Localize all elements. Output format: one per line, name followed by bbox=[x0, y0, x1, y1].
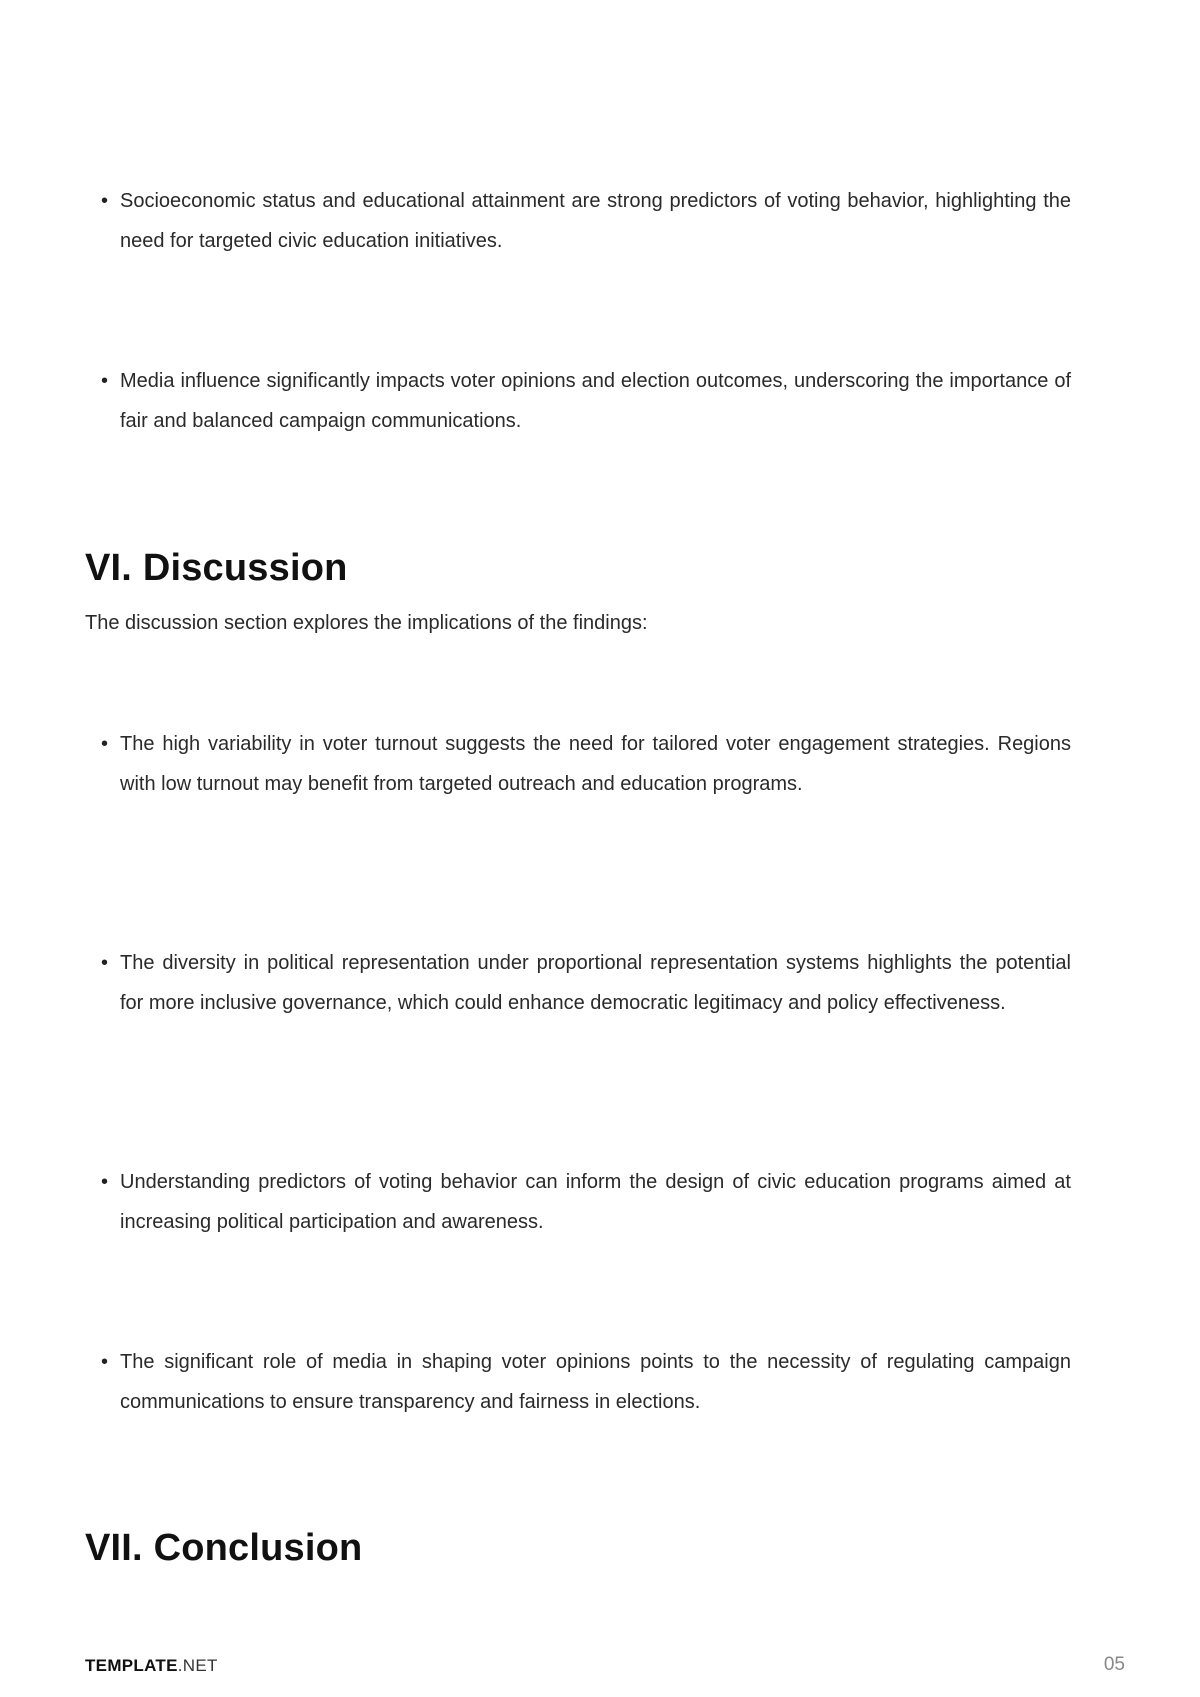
bullet-dot: • bbox=[101, 733, 109, 755]
bullet-text: Media influence significantly impacts voter opinions and election outcomes, underscoring the importance of fair and balanced campaign communications. bbox=[120, 370, 1071, 432]
bullet-text: The diversity in political representation under proportional representation systems highlights the potential for more inclusive governance, which could enhance democratic legitimacy and policy effectiveness. bbox=[120, 952, 1071, 1014]
bullet-dot: • bbox=[101, 370, 109, 392]
discussion-bullet bbox=[101, 1343, 1071, 1422]
bullet-dot: • bbox=[101, 1351, 109, 1373]
footer-brand-logo bbox=[85, 1656, 218, 1676]
discussion-intro: The discussion section explores the implications of the findings: bbox=[85, 612, 648, 634]
bullet-text: The significant role of media in shaping voter opinions points to the necessity of regulating campaign communications to ensure transparency and fairness in elections. bbox=[120, 1351, 1071, 1413]
bullet-dot: • bbox=[101, 190, 109, 212]
discussion-bullet bbox=[101, 944, 1071, 1023]
section-heading-conclusion: VII. Conclusion bbox=[85, 1527, 363, 1569]
discussion-bullet bbox=[101, 725, 1071, 804]
findings-bullet bbox=[101, 362, 1071, 441]
page-number: 05 bbox=[1103, 1654, 1125, 1675]
bullet-dot: • bbox=[101, 952, 109, 974]
brand-light: .NET bbox=[177, 1656, 218, 1675]
discussion-bullet bbox=[101, 1163, 1071, 1242]
brand-bold: TEMPLATE bbox=[85, 1656, 178, 1675]
section-heading-discussion: VI. Discussion bbox=[85, 547, 348, 589]
bullet-text: Socioeconomic status and educational attainment are strong predictors of voting behavior, highlighting the need for targeted civic education initiatives. bbox=[120, 190, 1071, 252]
findings-bullet bbox=[101, 182, 1071, 261]
bullet-text: The high variability in voter turnout suggests the need for tailored voter engagement strategies. Regions with low turnout may benefit from targeted outreach and education programs. bbox=[120, 733, 1071, 795]
bullet-dot: • bbox=[101, 1171, 109, 1193]
bullet-text: Understanding predictors of voting behavior can inform the design of civic education programs aimed at increasing political participation and awareness. bbox=[120, 1171, 1071, 1233]
